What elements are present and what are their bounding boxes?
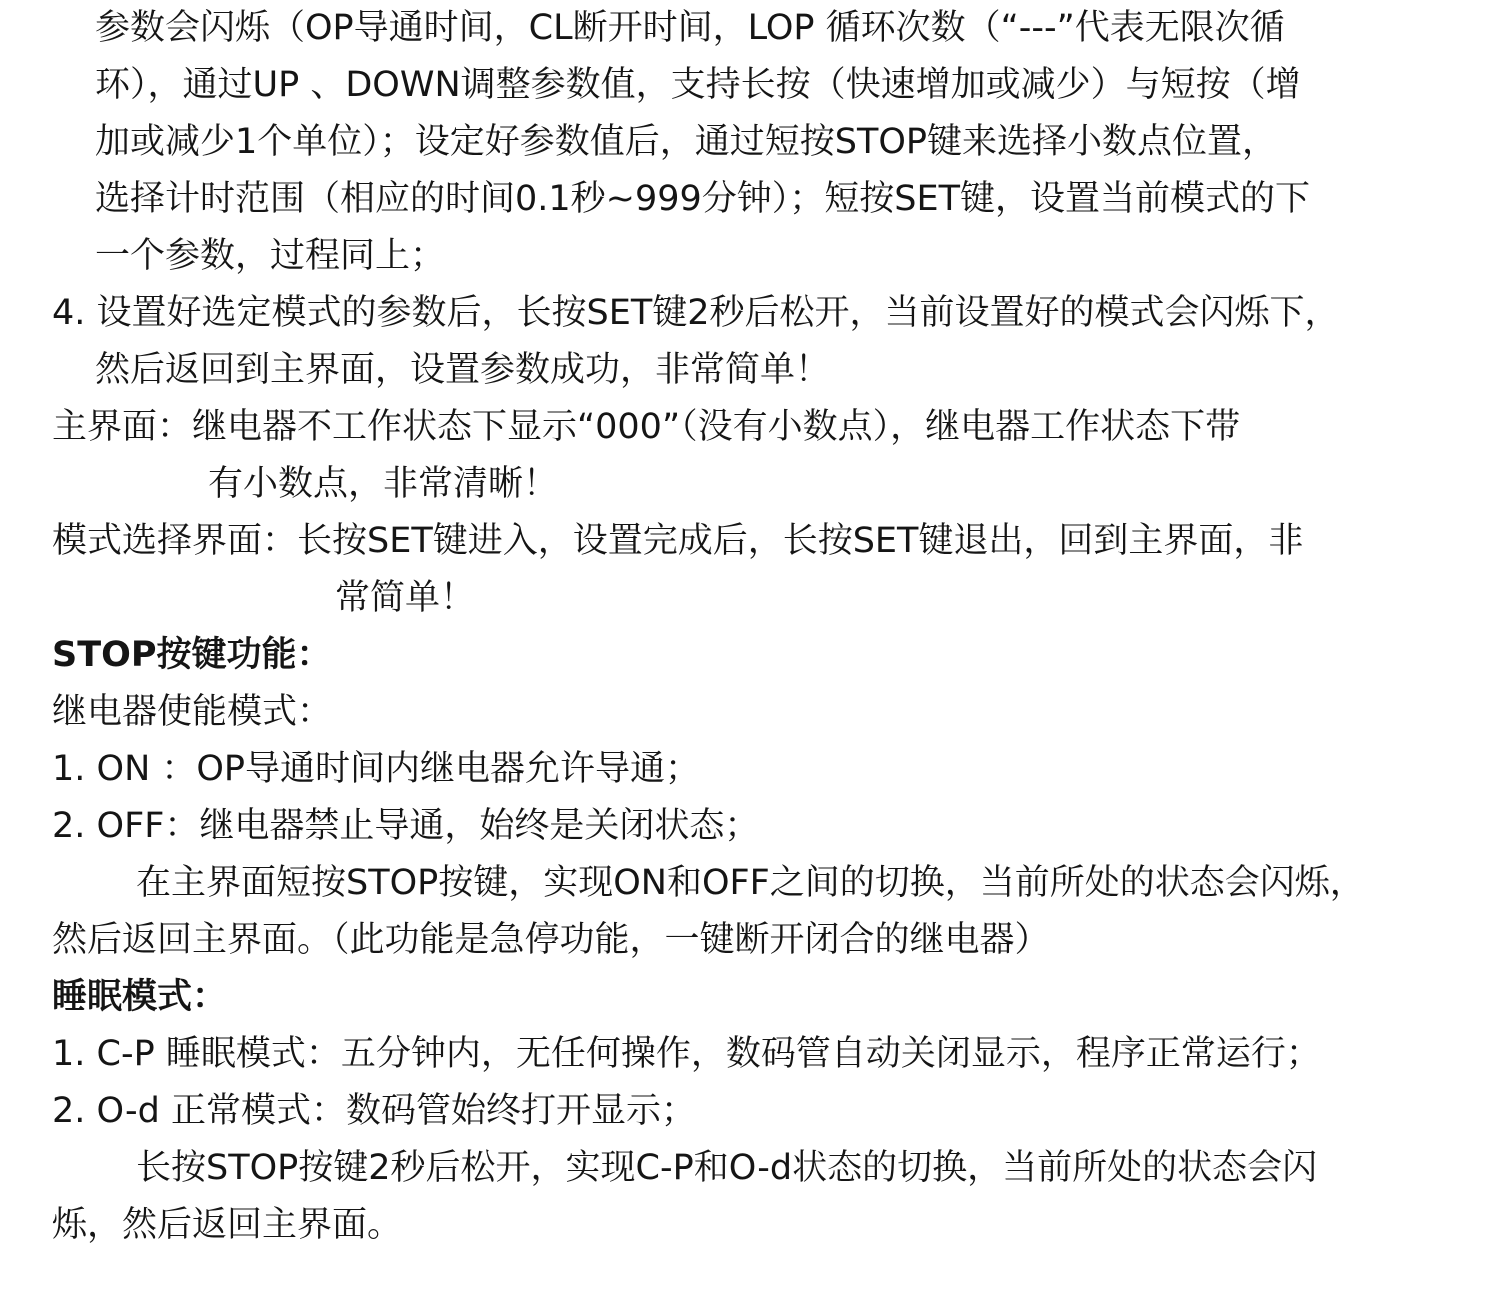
intro-line: 参数会闪烁（OP导通时间，CL断开时间，LOP 循环次数（“---”代表无限次循 — [95, 8, 1285, 48]
intro-line: 环），通过UP 、DOWN调整参数值，支持长按（快速增加或减少）与短按（增 — [95, 65, 1301, 105]
relay-enable-item: 2. OFF：继电器禁止导通，始终是关闭状态； — [52, 806, 760, 846]
sleep-desc: 烁，然后返回主界面。 — [52, 1205, 403, 1245]
stop-key-heading: STOP按键功能： — [52, 635, 332, 675]
main-interface-line: 主界面：继电器不工作状态下显示“000”（没有小数点），继电器工作状态下带 — [52, 407, 1241, 447]
intro-line: 选择计时范围（相应的时间0.1秒~999分钟）；短按SET键，设置当前模式的下 — [95, 179, 1311, 219]
intro-line: 一个参数，过程同上； — [95, 236, 446, 276]
step4-line: 然后返回到主界面，设置参数成功，非常简单！ — [95, 350, 831, 390]
relay-enable-desc: 然后返回主界面。（此功能是急停功能，一键断开闭合的继电器） — [52, 920, 1050, 960]
sleep-item: 2. O-d 正常模式：数码管始终打开显示； — [52, 1091, 697, 1131]
sleep-desc: 长按STOP按键2秒后松开，实现C-P和O-d状态的切换，当前所处的状态会闪 — [136, 1148, 1318, 1188]
main-interface-line: 有小数点，非常清晰！ — [208, 464, 559, 504]
intro-line: 加或减少1个单位）；设定好参数值后，通过短按STOP键来选择小数点位置， — [95, 122, 1278, 162]
step4-line: 4. 设置好选定模式的参数后，长按SET键2秒后松开，当前设置好的模式会闪烁下， — [52, 293, 1340, 333]
sleep-item: 1. C-P 睡眠模式：五分钟内，无任何操作，数码管自动关闭显示，程序正常运行； — [52, 1034, 1321, 1074]
relay-enable-item: 1. ON ：OP导通时间内继电器允许导通； — [52, 749, 701, 789]
relay-enable-title: 继电器使能模式： — [52, 692, 333, 732]
relay-enable-desc: 在主界面短按STOP按键，实现ON和OFF之间的切换，当前所处的状态会闪烁， — [136, 863, 1365, 903]
mode-select-line: 模式选择界面：长按SET键进入，设置完成后，长按SET键退出，回到主界面，非 — [52, 521, 1304, 561]
sleep-heading: 睡眠模式： — [52, 977, 228, 1017]
mode-select-line: 常简单！ — [335, 578, 476, 618]
